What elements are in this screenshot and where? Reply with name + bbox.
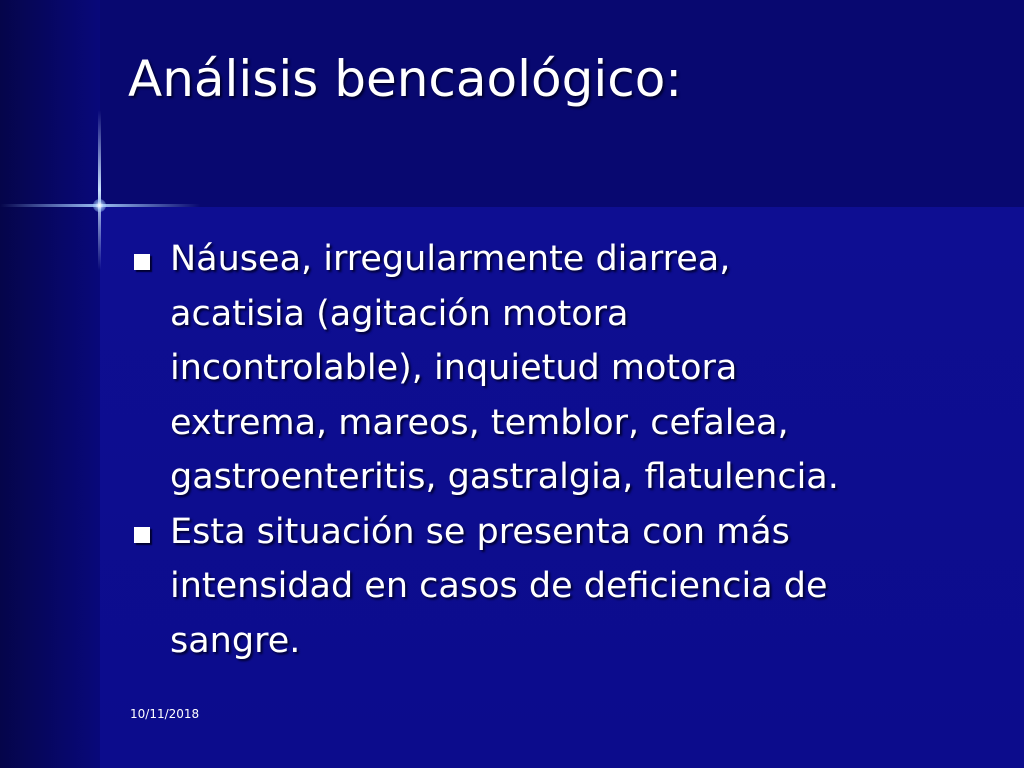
bullet-line: sangre. [170, 620, 301, 661]
bullet-line: extrema, mareos, temblor, cefalea, [170, 402, 789, 443]
bullet-line: Náusea, irregularmente diarrea, [170, 239, 731, 279]
sparkle-vertical-ray [98, 110, 101, 270]
bullet-line: gastroenteritis, gastralgia, flatulencia. [170, 457, 839, 497]
slide-title: Análisis bencaológico: [128, 50, 683, 108]
sparkle-core [93, 199, 106, 212]
square-bullet-icon [134, 254, 150, 270]
footer-date: 10/11/2018 [130, 707, 200, 721]
bullet-list [130, 232, 980, 668]
bullet-line: Esta situación se presenta con más [170, 511, 790, 552]
left-band [0, 0, 100, 768]
bullet-item [130, 232, 980, 505]
bullet-item [130, 505, 980, 669]
bullet-line: acatisia (agitación motora [170, 293, 629, 334]
square-bullet-icon [134, 527, 150, 543]
bullet-line: incontrolable), inquietud motora [170, 348, 738, 388]
bullet-line: intensidad en casos de deficiencia de [170, 566, 828, 606]
